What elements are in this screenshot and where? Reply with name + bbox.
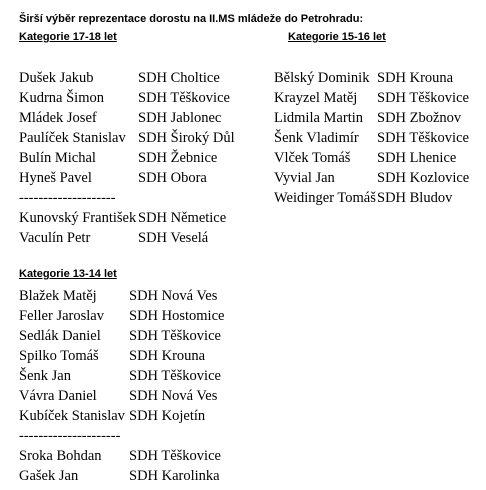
list-item [19,168,269,188]
club-name: SDH Nová Ves [129,388,218,404]
athlete-name: Hyneš Pavel [19,170,92,186]
club-name: SDH Nová Ves [129,288,218,304]
club-name: SDH Těškovice [377,130,469,146]
club-name: SDH Jablonec [138,110,222,126]
separator: --------------------- [19,428,121,444]
athlete-name: Vyvial Jan [274,170,335,186]
club-name: SDH Těškovice [129,448,221,464]
list-item [19,406,269,426]
category-15-16-heading: Kategorie 15-16 let [288,31,386,43]
club-name: SDH Široký Důl [138,130,235,146]
category-15-16-list [274,68,484,208]
list-item [274,148,484,168]
club-name: SDH Veselá [138,230,209,246]
club-name: SDH Karolinka [129,468,220,484]
club-name: SDH Choltice [138,70,220,86]
athlete-name: Dušek Jakub [19,70,94,86]
athlete-name: Paulíček Stanislav [19,130,126,146]
athlete-name: Kunovský František [19,210,137,226]
club-name: SDH Kozlovice [377,170,470,186]
club-name: SDH Němetice [138,210,227,226]
club-name: SDH Těškovice [129,368,221,384]
separator: -------------------- [19,190,116,206]
category-13-14-heading: Kategorie 13-14 let [19,268,117,280]
category-17-18-list [19,68,269,248]
athlete-name: Bulín Michal [19,150,96,166]
club-name: SDH Kojetín [129,408,206,424]
club-name: SDH Žebnice [138,150,218,166]
athlete-name: Lidmila Martin [274,110,363,126]
list-item [19,208,269,228]
athlete-name: Feller Jaroslav [19,308,104,324]
list-item [19,386,269,406]
list-item [19,108,269,128]
athlete-name: Bělský Dominik [274,70,370,86]
athlete-name: Gašek Jan [19,468,79,484]
club-name: SDH Obora [138,170,207,186]
list-item [274,68,484,88]
athlete-name: Blažek Matěj [19,288,97,304]
list-item [19,286,269,306]
list-item [19,228,269,248]
athlete-name: Sedlák Daniel [19,328,101,344]
athlete-name: Vaculín Petr [19,230,91,246]
athlete-name: Šenk Jan [19,368,71,384]
club-name: SDH Krouna [129,348,206,364]
athlete-name: Mládek Josef [19,110,97,126]
list-item [274,88,484,108]
athlete-name: Kudrna Šimon [19,90,104,106]
list-item [19,306,269,326]
list-item [19,68,269,88]
category-13-14-list [19,286,269,486]
page-title: Širší výběr reprezentace dorostu na II.MS mládeže do Petrohradu: [19,13,364,25]
list-item [19,346,269,366]
list-item [19,446,269,466]
list-item [19,148,269,168]
list-item [19,326,269,346]
athlete-name: Kubíček Stanislav [19,408,125,424]
athlete-name: Vlček Tomáš [274,150,351,166]
list-item [274,128,484,148]
list-item [274,168,484,188]
club-name: SDH Krouna [377,70,454,86]
athlete-name: Šenk Vladimír [274,130,359,146]
athlete-name: Vávra Daniel [19,388,97,404]
list-item [19,366,269,386]
club-name: SDH Těškovice [129,328,221,344]
club-name: SDH Hostomice [129,308,225,324]
athlete-name: Weidinger Tomáš [274,190,376,206]
club-name: SDH Zbožnov [377,110,462,126]
list-item [274,188,484,208]
list-item [19,88,269,108]
category-17-18-heading: Kategorie 17-18 let [19,31,117,43]
club-name: SDH Lhenice [377,150,457,166]
club-name: SDH Těškovice [138,90,230,106]
club-name: SDH Těškovice [377,90,469,106]
athlete-name: Spilko Tomáš [19,348,99,364]
club-name: SDH Bludov [377,190,453,206]
athlete-name: Krayzel Matěj [274,90,358,106]
list-item [274,108,484,128]
list-item [19,466,269,486]
athlete-name: Sroka Bohdan [19,448,102,464]
list-item [19,128,269,148]
